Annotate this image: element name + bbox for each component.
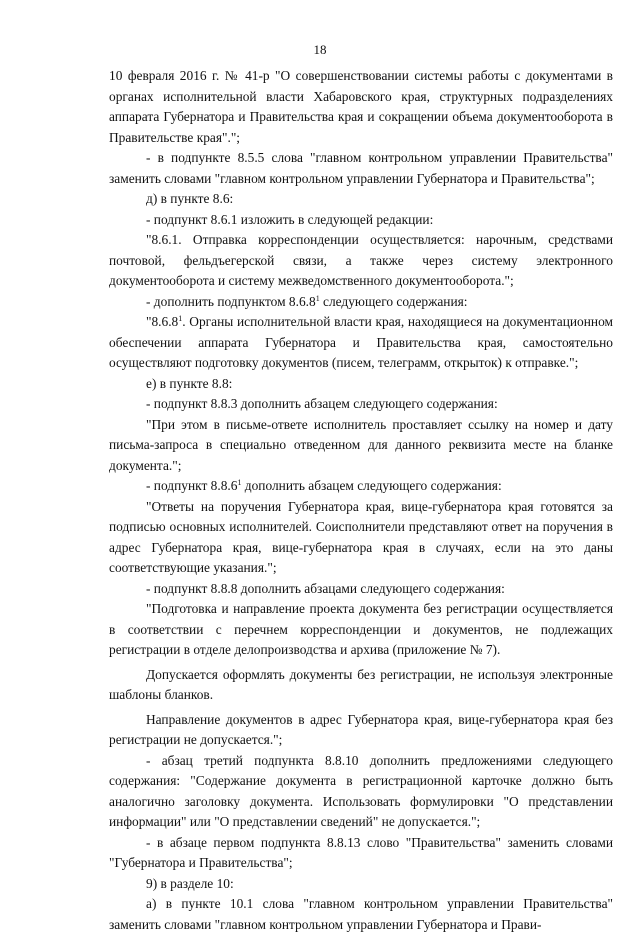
paragraph-text-after: . Органы исполнительной власти края, находящиеся на документационном обеспечении аппарата Губернатора и Правительства края, самостоятельно осуществляют подготовку документов (писем, телеграмм, открыток) к отправке."; — [109, 314, 613, 370]
paragraph-8-6-1-intro — [109, 210, 613, 231]
superscript: 1 — [178, 314, 183, 323]
paragraph-text-after: дополнить абзацем следующего содержания: — [241, 478, 502, 493]
paragraph-9-section-10 — [109, 874, 613, 895]
paragraph-text: Допускается оформлять документы без регистрации, не используя электронные шаблоны бланков. — [109, 666, 613, 702]
paragraph-text: - абзац третий подпункта 8.8.10 дополнить предложениями следующего содержания: "Содержание документа в регистрационной карточке должно быть аналогично заголовку документа. Использовать формулировки "О представлении информации" или "О представлении сведений" не допускается."; — [109, 752, 613, 829]
page-number: 18 — [313, 42, 327, 57]
paragraph-text: - в подпункте 8.5.5 слова "главном контрольном управлении Правительства" заменить словами "главном контрольном управлении Губернатора и Правительства"; — [109, 150, 613, 186]
paragraph-8-8-8-text-2 — [109, 665, 613, 706]
paragraph-text: Направление документов в адрес Губернатора края, вице-губернатора края без регистрации не допускается."; — [109, 711, 613, 747]
paragraph-text: 10 февраля 2016 г. № 41-р "О совершенствовании системы работы с документами в органах исполнительной власти Хабаровского края, структурных подразделениях аппарата Губернатора и Правительства края и сокращении объема документооборота в Правительстве края"."; — [109, 68, 613, 145]
paragraph-text-after: следующего содержания: — [319, 293, 468, 309]
paragraph-text: 9) в разделе 10: — [146, 875, 234, 891]
paragraph-text: д) в пункте 8.6: — [146, 191, 234, 206]
document-body — [109, 66, 613, 935]
paragraph-8-5-5 — [109, 148, 613, 189]
superscript: 1 — [315, 293, 320, 303]
superscript: 1 — [237, 478, 242, 487]
paragraph-e-8-8 — [109, 374, 613, 395]
paragraph-8-8-10 — [109, 751, 613, 833]
paragraph-8-6-8-intro — [109, 292, 613, 313]
paragraph-text: "8.6.8 — [146, 314, 179, 329]
paragraph-text: - подпункт 8.6.1 изложить в следующей редакции: — [146, 211, 434, 227]
paragraph-8-8-13 — [109, 833, 613, 874]
paragraph-10-1 — [109, 894, 613, 935]
paragraph-8-8-8-intro — [109, 579, 613, 600]
paragraph-8-8-8-text-1 — [109, 599, 613, 661]
paragraph-8-8-8-text-3 — [109, 710, 613, 751]
paragraph-text: - дополнить подпунктом 8.6.8 — [146, 293, 316, 309]
paragraph-text: - в абзаце первом подпункта 8.8.13 слово "Правительства" заменить словами "Губернатора и Правительства"; — [109, 834, 613, 870]
paragraph-text: а) в пункте 10.1 слова "главном контрольном управлении Правительства" заменить словами "главном контрольном управлении Губернатора и Прави- — [109, 896, 613, 932]
paragraph-text: "При этом в письме-ответе исполнитель проставляет ссылку на номер и дату письма-запроса в специально отведенном для данного реквизита месте на бланке документа."; — [109, 416, 613, 473]
paragraph-order-ref — [109, 66, 613, 148]
paragraph-8-8-6-intro — [109, 476, 613, 497]
paragraph-8-8-3-text — [109, 415, 613, 477]
paragraph-8-6-1-text — [109, 230, 613, 292]
paragraph-8-6-8-text — [109, 312, 613, 374]
paragraph-8-8-3-intro — [109, 394, 613, 415]
paragraph-8-8-6-text — [109, 497, 613, 579]
paragraph-text: - подпункт 8.8.3 дополнить абзацем следующего содержания: — [146, 396, 498, 411]
paragraph-d-8-6 — [109, 189, 613, 210]
paragraph-text: "Ответы на поручения Губернатора края, вице-губернатора края готовятся за подписью основных исполнителей. Соисполнители представляют ответ на поручения в адрес Губернатора края, вице-губернатора края в случаях, если на это даны соответствующие указания."; — [109, 498, 613, 575]
paragraph-text: е) в пункте 8.8: — [146, 375, 233, 391]
paragraph-text: - подпункт 8.8.6 — [146, 478, 238, 493]
paragraph-text: "8.6.1. Отправка корреспонденции осуществляется: нарочным, средствами почтовой, фельдъегерской связи, а также через систему электронного документооборота и систему межведомственного документооборота."; — [109, 232, 613, 288]
paragraph-text: "Подготовка и направление проекта документа без регистрации осуществляется в соответствии с перечнем корреспонденции и документов, не подлежащих регистрации в отделе делопроизводства и архива (приложение № 7). — [109, 601, 613, 657]
paragraph-text: - подпункт 8.8.8 дополнить абзацами следующего содержания: — [146, 580, 505, 596]
